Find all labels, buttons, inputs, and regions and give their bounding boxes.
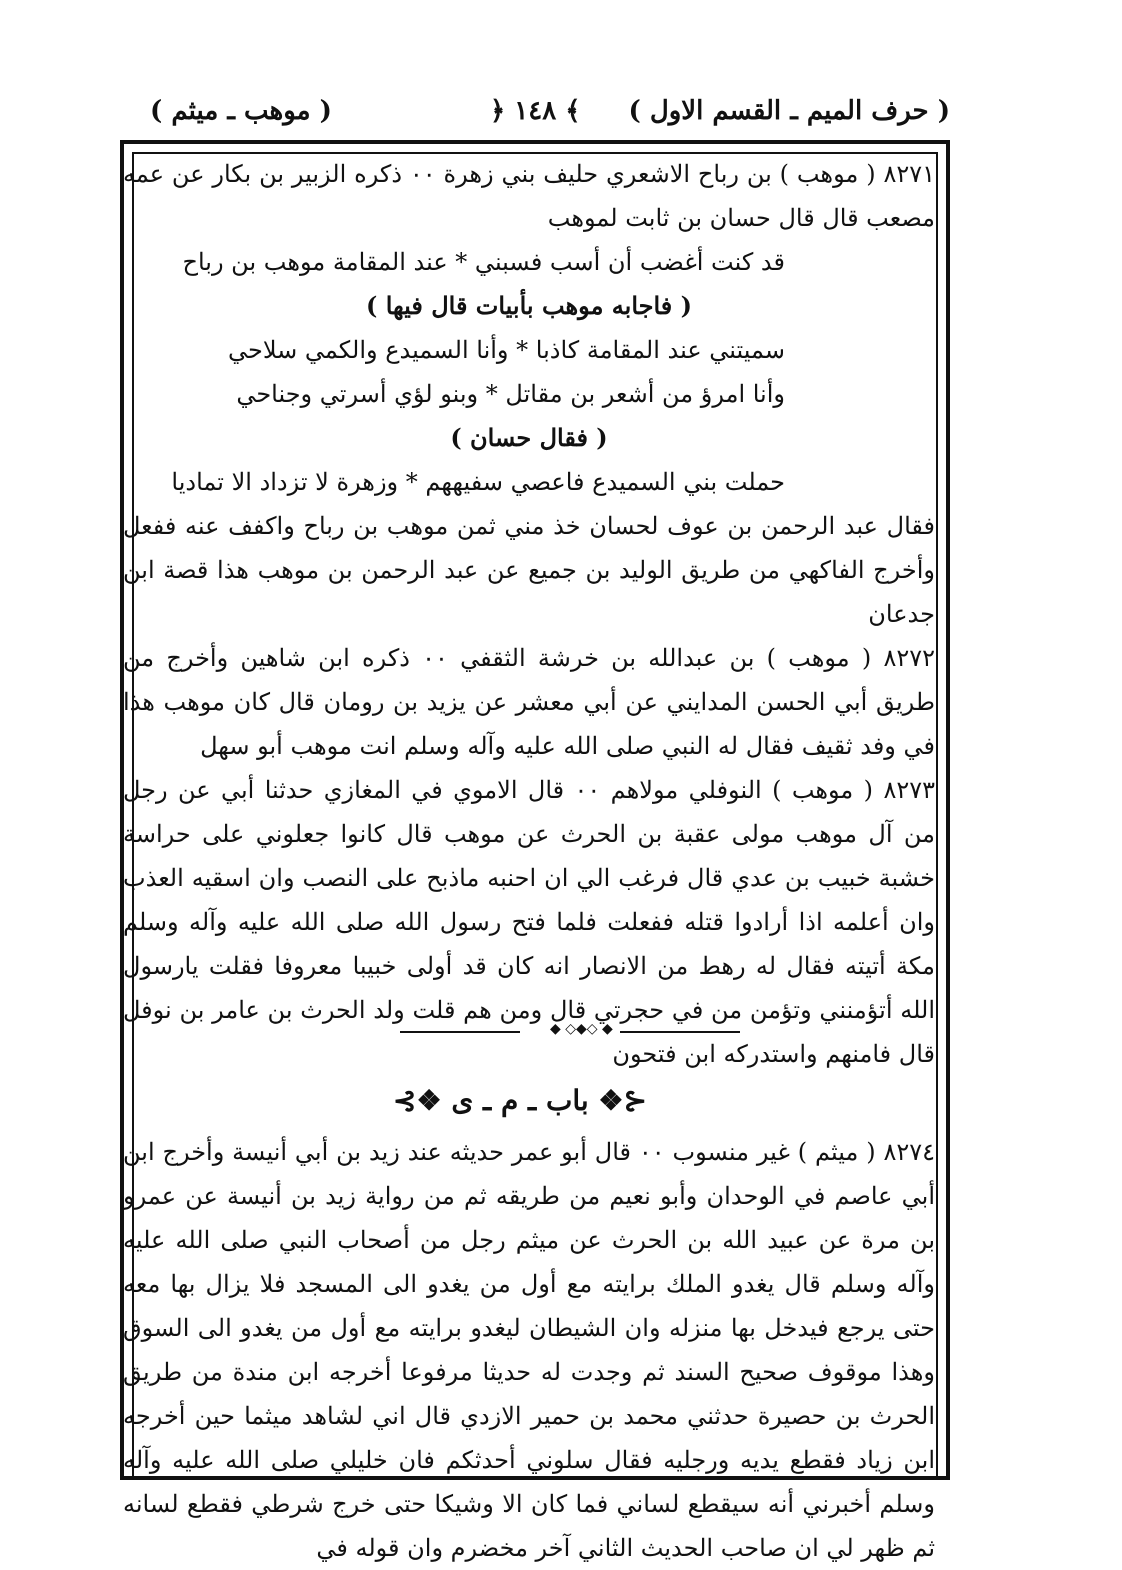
verse-heading-2: ( فقال حسان ) [450, 423, 608, 452]
entry-8271: ٨٢٧١ ( موهب ) بن رباح الاشعري حليف بني زهرة ٠٠ ذكره الزبير بن بكار عن عمه مصعب قال قال حسان بن ثابت لموهب [123, 160, 935, 232]
entry-8273: ٨٢٧٣ ( موهب ) النوفلي مولاهم ٠٠ قال الاموي في المغازي حدثنا أبي عن رجل من آل موهب مولى عقبة بن الحرث عن موهب قال كانوا جعلوني على حراسة خشبة خبيب بن عدي قال فرغب الي ان احنبه ماذبح على النصب وان اسقيه العذب وان أعلمه اذا أرادوا قتله ففعلت فلما فتح رسول الله صلى الله عليه وآله وسلم مكة أتيته فقال له رهط من الانصار انه كان قد أولى خبيبا معروفا فقلت يارسول الله أتؤمنني وتؤمن من في حجرتي قال ومن هم قلت ولد الحرث بن عامر بن نوفل قال فامنهم واستدركه ابن فتحون [123, 776, 935, 1068]
divider-line-left [400, 1031, 520, 1033]
verse-4: حملت بني السميدع فاعصي سفيههم * وزهرة لا تزداد الا تماديا [171, 468, 785, 496]
section-divider [400, 1021, 740, 1037]
running-header [120, 96, 950, 132]
section-maytham [123, 1130, 935, 1570]
verse-3: وأنا امرؤ من أشعر بن مقاتل * وبنو لؤي أسرتي وجناحي [236, 380, 785, 408]
chapter-title [370, 1084, 670, 1117]
verse-heading-1: ( فاجابه موهب بأبيات قال فيها ) [366, 291, 692, 320]
divider-line-right [620, 1031, 740, 1033]
header-right: ( حرف الميم ـ القسم الاول ) [628, 96, 950, 126]
section-mawhab [123, 152, 935, 1076]
entry-8274: ٨٢٧٤ ( ميثم ) غير منسوب ٠٠ قال أبو عمر حديثه عند زيد بن أبي أنيسة وأخرج ابن أبي عاصم في الوحدان وأبو نعيم من طريقه ثم من رواية زيد بن أنيسة عن عمرو بن مرة عن عبيد الله بن الحرث عن ميثم رجل من أصحاب النبي صلى الله عليه وآله وسلم قال يغدو الملك برايته مع أول من يغدو الى المسجد فلا يزال بها معه حتى يرجع فيدخل بها منزله وان الشيطان ليغدو برايته مع أول من يغدو الى السوق وهذا موقوف صحيح السند ثم وجدت له حديثا مرفوعا أخرجه ابن مندة من طريق الحرث بن حصيرة حدثني محمد بن حمير الازدي قال اني لشاهد ميثما حين أخرجه ابن زياد فقطع يديه ورجليه فقال سلوني أحدثكم فان خليلي صلى الله عليه وآله وسلم أخبرني أنه سيقطع لساني فما كان الا وشيكا حتى خرج شرطي فقطع لسانه ثم ظهر لي ان صاحب الحديث الثاني آخر مخضرم وان قوله في [123, 1138, 936, 1562]
entry-8271-cont: فقال عبد الرحمن بن عوف لحسان خذ مني ثمن موهب بن رباح واكفف عنه ففعل وأخرج الفاكهي من طريق الوليد بن جميع عن عبد الرحمن بن موهب هذا قصة ابن جدعان [123, 512, 935, 628]
divider-ornament-icon: ◆ ◇◆◇ ◆ [550, 1021, 613, 1037]
page-number: ﴿ ١٤٨ ﴾ [490, 96, 581, 126]
chapter-ornament-right-icon: ⊰❖ [598, 1084, 647, 1117]
chapter-ornament-left-icon: ❖⊱ [393, 1084, 442, 1117]
verse-1: قد كنت أغضب أن أسب فسبني * عند المقامة موهب بن رباح [182, 248, 785, 276]
verse-2: سميتني عند المقامة كاذبا * وأنا السميدع والكمي سلاحي [227, 336, 785, 364]
entry-8272: ٨٢٧٢ ( موهب ) بن عبدالله بن خرشة الثقفي ٠٠ ذكره ابن شاهين وأخرج من طريق أبي الحسن المدايني عن أبي معشر عن يزيد بن رومان قال كان موهب هذا في وفد ثقيف فقال له النبي صلى الله عليه وآله وسلم انت موهب أبو سهل [123, 644, 936, 760]
header-left: ( موهب ـ ميثم ) [150, 96, 332, 126]
chapter-title-text: باب ـ م ـ ى [451, 1084, 589, 1117]
